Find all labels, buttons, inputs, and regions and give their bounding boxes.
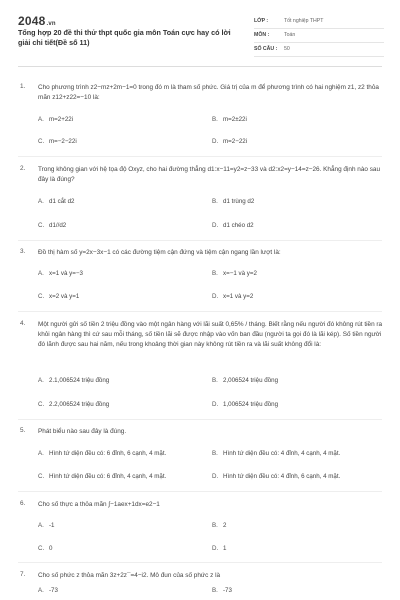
option-text: 2,006524 triệu đồng bbox=[223, 377, 279, 384]
question-divider bbox=[18, 311, 382, 312]
option-text: Hình tứ diện đều có: 4 đỉnh, 6 cạnh, 4 mặt. bbox=[223, 473, 341, 480]
question-text: Phát biểu nào sau đây là đúng. bbox=[38, 428, 127, 435]
option-text: 1,006524 triệu đồng bbox=[223, 401, 279, 408]
option-text: -1 bbox=[49, 522, 55, 529]
exam-meta bbox=[254, 16, 384, 58]
option-letter: D. bbox=[212, 138, 219, 145]
option-c[interactable] bbox=[38, 473, 166, 480]
option-letter: D. bbox=[212, 545, 219, 552]
option-text: Hình tứ diện đều có: 6 đỉnh, 4 cạnh, 4 mặt. bbox=[49, 473, 167, 480]
option-b[interactable] bbox=[212, 522, 226, 529]
header-divider bbox=[18, 66, 382, 67]
meta-key: MÔN : bbox=[254, 32, 270, 38]
meta-value: Toán bbox=[284, 32, 296, 38]
question-divider bbox=[18, 491, 382, 492]
option-letter: C. bbox=[38, 545, 45, 552]
option-letter: B. bbox=[212, 198, 218, 205]
question-text: Cho số thực a thỏa mãn ∫−1aex+1dx=e2−1 bbox=[38, 501, 160, 508]
option-text: -73 bbox=[49, 587, 58, 594]
option-c[interactable] bbox=[38, 222, 66, 229]
option-letter: C. bbox=[38, 293, 45, 300]
option-text: 0 bbox=[49, 545, 53, 552]
question-number: 4. bbox=[20, 320, 26, 327]
option-b[interactable] bbox=[212, 377, 278, 384]
question-text: Trong không gian với hệ tọa độ Oxyz, cho hai đường thẳng d1:x−11=y2=z−33 và d2:x2=y−14=z−26. Khẳng định nào sau đây là đúng? bbox=[38, 166, 381, 183]
option-text: d1//d2 bbox=[49, 222, 67, 229]
meta-key: LỚP : bbox=[254, 18, 269, 24]
option-letter: C. bbox=[38, 401, 45, 408]
option-d[interactable] bbox=[212, 293, 253, 300]
option-letter: A. bbox=[38, 270, 44, 277]
option-text: d1 chéo d2 bbox=[223, 222, 254, 229]
option-a[interactable] bbox=[38, 522, 55, 529]
option-text: -73 bbox=[223, 587, 232, 594]
option-text: d1 trùng d2 bbox=[223, 198, 255, 205]
option-letter: D. bbox=[212, 293, 219, 300]
question-text: Cho số phức z thỏa mãn 3z+2z¯=4−i2. Mô đun của số phức z là bbox=[38, 572, 221, 579]
option-b[interactable] bbox=[212, 587, 232, 594]
question-text: Một người gửi số tiền 2 triệu đồng vào một ngân hàng với lãi suất 0,65% / tháng. Biết rằng nếu người đó không rút tiền ra khỏi ngân hàng thì cứ sau mỗi tháng, số tiền lãi sẽ được nhập vào vốn ban đầu (người ta gọi đó là lãi kép). Số tiền người đó lãnh được sau hai năm, nếu trong khoảng thời gian này không rút tiền ra và lãi suất không đổi là: bbox=[38, 321, 383, 348]
option-text: x=1 và y=−3 bbox=[49, 270, 83, 277]
option-letter: B. bbox=[212, 377, 218, 384]
option-text: m=2−22i bbox=[223, 138, 248, 145]
option-a[interactable] bbox=[38, 377, 109, 384]
option-letter: D. bbox=[212, 401, 219, 408]
question-divider bbox=[18, 419, 382, 420]
logo-main: 2048 bbox=[18, 14, 46, 28]
option-text: x=2 và y=1 bbox=[49, 293, 80, 300]
logo-suffix: .vn bbox=[46, 21, 56, 27]
option-c[interactable] bbox=[38, 545, 52, 552]
question-divider bbox=[18, 156, 382, 157]
option-text: Hình tứ diện đều có: 4 đỉnh, 4 cạnh, 4 mặt. bbox=[223, 450, 341, 457]
option-letter: A. bbox=[38, 587, 44, 594]
option-d[interactable] bbox=[212, 545, 226, 552]
option-d[interactable] bbox=[212, 222, 254, 229]
option-a[interactable] bbox=[38, 116, 73, 123]
option-text: d1 cắt d2 bbox=[49, 198, 75, 205]
option-c[interactable] bbox=[38, 293, 79, 300]
meta-row-count bbox=[254, 44, 384, 57]
option-text: m=2±22i bbox=[223, 116, 247, 123]
option-c[interactable] bbox=[38, 138, 77, 145]
option-letter: A. bbox=[38, 198, 44, 205]
option-text: x=−1 và y=2 bbox=[223, 270, 257, 277]
option-d[interactable] bbox=[212, 473, 340, 480]
site-logo[interactable] bbox=[18, 14, 56, 28]
option-text: m=2+22i bbox=[49, 116, 74, 123]
option-text: 2.1,006524 triệu đồng bbox=[49, 377, 110, 384]
option-d[interactable] bbox=[212, 401, 278, 408]
option-letter: C. bbox=[38, 473, 45, 480]
option-letter: D. bbox=[212, 222, 219, 229]
question-text: Cho phương trình z2−mz+2m−1=0 trong đó m là tham số phức. Giá trị của m để phương trình có hai nghiệm z1, z2 thỏa mãn z12+z22=−10 là: bbox=[38, 84, 379, 101]
option-letter: D. bbox=[212, 473, 219, 480]
option-text: m=−2−22i bbox=[49, 138, 77, 145]
option-b[interactable] bbox=[212, 270, 257, 277]
question-text: Đồ thị hàm số y=2x−3x−1 có các đường tiệm cận đứng và tiệm cận ngang lần lượt là: bbox=[38, 249, 281, 256]
option-letter: C. bbox=[38, 138, 45, 145]
option-a[interactable] bbox=[38, 270, 83, 277]
option-c[interactable] bbox=[38, 401, 109, 408]
option-a[interactable] bbox=[38, 198, 74, 205]
option-text: 2 bbox=[223, 522, 227, 529]
meta-value: Tốt nghiệp THPT bbox=[284, 18, 324, 24]
option-letter: A. bbox=[38, 522, 44, 529]
question-number: 6. bbox=[20, 500, 26, 507]
question-divider bbox=[18, 240, 382, 241]
option-text: 1 bbox=[223, 545, 227, 552]
meta-row-class bbox=[254, 16, 384, 29]
option-b[interactable] bbox=[212, 450, 340, 457]
option-a[interactable] bbox=[38, 587, 58, 594]
question-divider bbox=[18, 562, 382, 563]
option-letter: B. bbox=[212, 270, 218, 277]
option-b[interactable] bbox=[212, 198, 254, 205]
option-letter: B. bbox=[212, 522, 218, 529]
question-number: 2. bbox=[20, 165, 26, 172]
question-number: 5. bbox=[20, 427, 26, 434]
meta-row-subject bbox=[254, 30, 384, 43]
option-letter: B. bbox=[212, 116, 218, 123]
option-d[interactable] bbox=[212, 138, 247, 145]
meta-value: 50 bbox=[284, 46, 290, 52]
option-b[interactable] bbox=[212, 116, 247, 123]
option-letter: A. bbox=[38, 450, 44, 457]
option-text: 2.2,006524 triệu đồng bbox=[49, 401, 110, 408]
option-letter: B. bbox=[212, 587, 218, 594]
option-text: x=1 và y=2 bbox=[223, 293, 254, 300]
document-header bbox=[0, 0, 400, 60]
option-letter: B. bbox=[212, 450, 218, 457]
question-number: 3. bbox=[20, 248, 26, 255]
option-a[interactable] bbox=[38, 450, 166, 457]
option-text: Hình tứ diện đều có: 6 đỉnh, 6 cạnh, 4 mặt. bbox=[49, 450, 167, 457]
question-number: 1. bbox=[20, 83, 26, 90]
option-letter: A. bbox=[38, 377, 44, 384]
option-letter: A. bbox=[38, 116, 44, 123]
option-letter: C. bbox=[38, 222, 45, 229]
document-title: Tổng hợp 20 đề thi thử thpt quốc gia môn Toán cực hay có lời giải chi tiết(Đề số 11) bbox=[18, 28, 231, 47]
question-number: 7. bbox=[20, 571, 26, 578]
meta-key: SỐ CÂU : bbox=[254, 46, 278, 52]
